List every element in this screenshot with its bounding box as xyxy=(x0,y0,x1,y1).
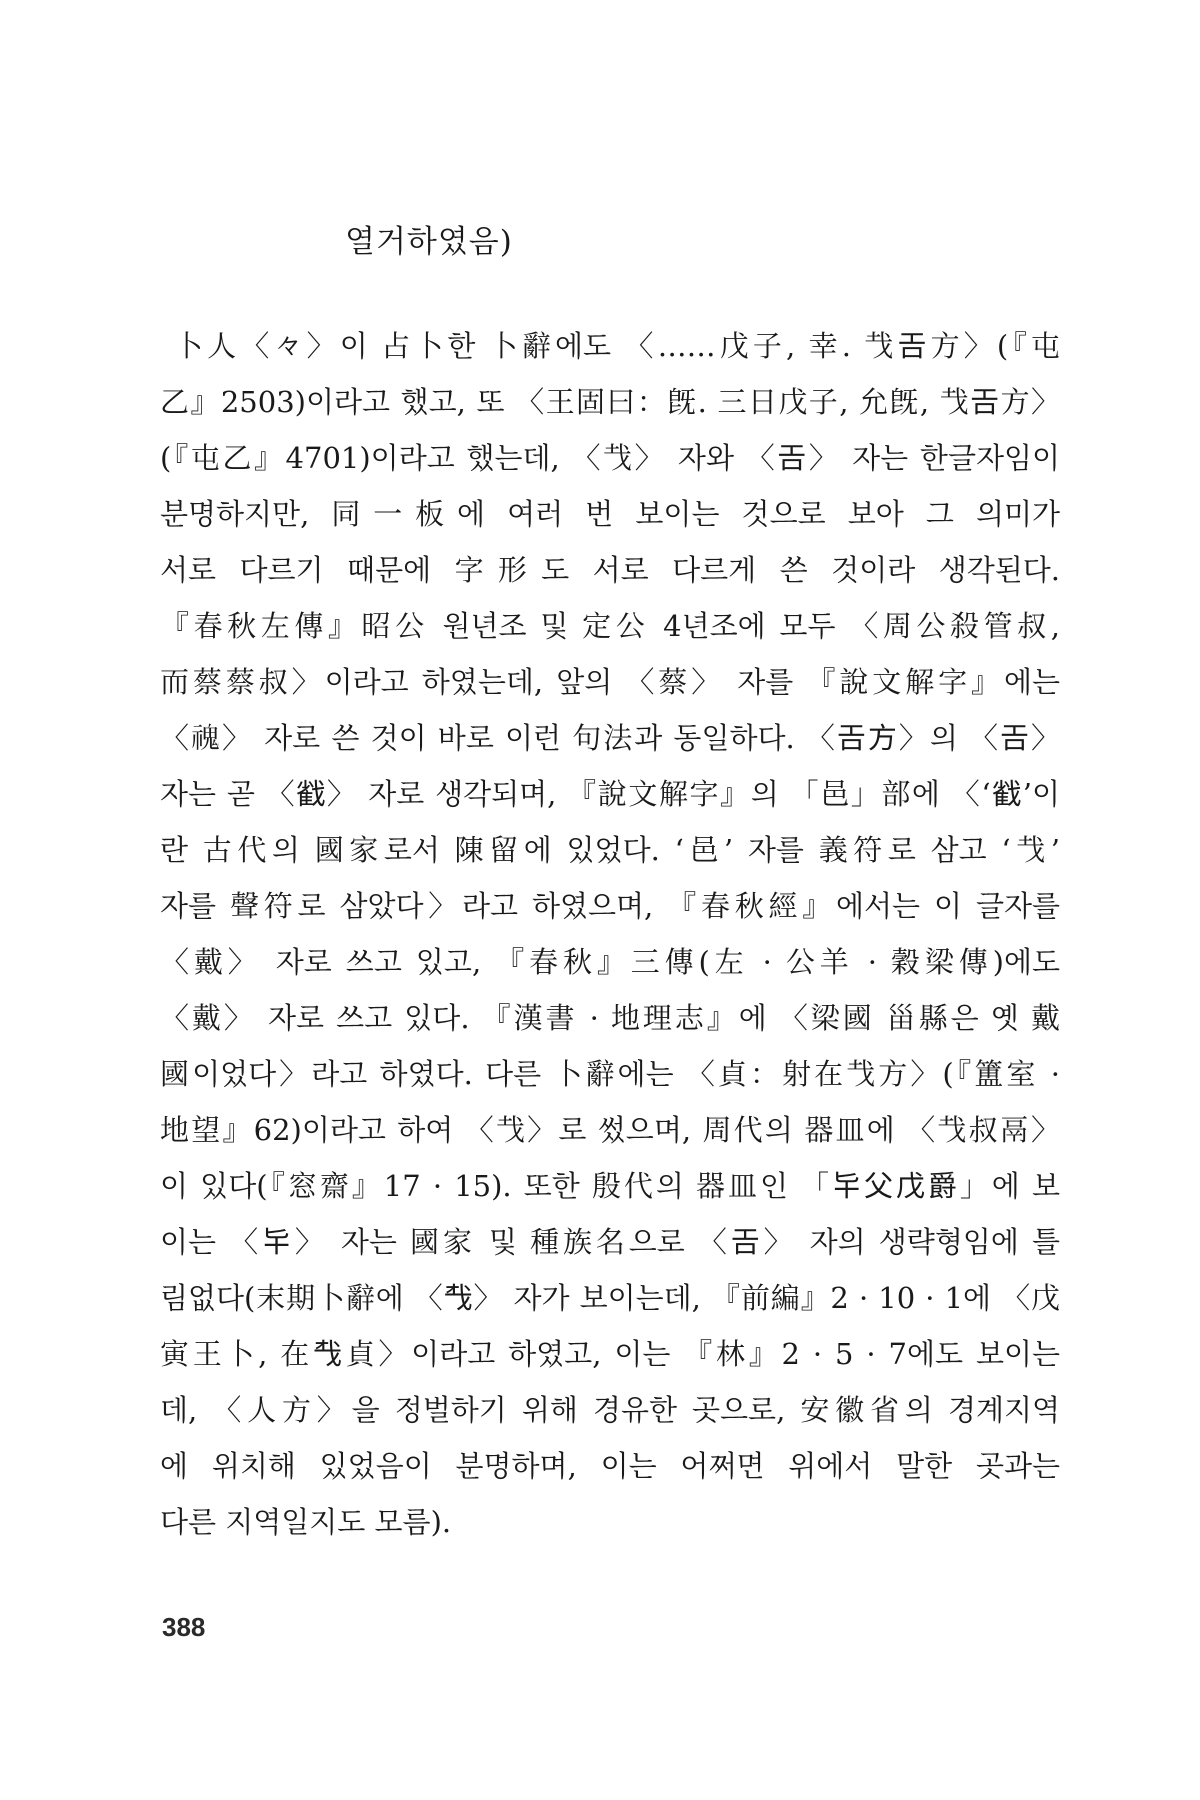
text-line: 림없다(末期卜辭에 〈𢦔〉 자가 보이는데, 『前編』2 · 10 · 1에 〈戊 xyxy=(160,1281,1060,1315)
text-line: 에 위치해 있었음이 분명하며, 이는 어쩌면 위에서 말한 곳과는 xyxy=(160,1449,1060,1483)
text-line: 이는 〈𠤏〉 자는 國家 및 種族名으로 〈𢀛〉 자의 생략형임에 틀 xyxy=(160,1225,1060,1259)
body-paragraph xyxy=(160,318,1060,1550)
text-line: 〈戴〉 자로 쓰고 있다. 『漢書 · 地理志』에 〈梁國 甾縣은 옛 戴 xyxy=(160,1001,1060,1035)
text-line: 자는 곧 〈𢧵〉 자로 생각되며, 『說文解字』의 「邑」部에 〈‘𢧵’이 xyxy=(160,777,1060,811)
text-line: 이 있다(『窓齋』17 · 15). 또한 殷代의 器皿인 「𠤏父戊爵」에 보 xyxy=(160,1169,1060,1203)
text-line: 분명하지만, 同一板에 여러 번 보이는 것으로 보아 그 의미가 xyxy=(160,497,1060,531)
page-number: 388 xyxy=(162,1612,206,1642)
text-line: 〈戴〉 자로 쓰고 있고, 『春秋』三傳(左 · 公羊 · 穀梁傳)에도 xyxy=(160,945,1060,979)
text-line: 자를 聲符로 삼았다〉라고 하였으며, 『春秋經』에서는 이 글자를 xyxy=(160,889,1060,923)
text-line: 『春秋左傳』昭公 원년조 및 定公 4년조에 모두 〈周公殺管叔, xyxy=(160,609,1060,643)
text-line: 서로 다르기 때문에 字形도 서로 다르게 쓴 것이라 생각된다. xyxy=(160,553,1060,587)
text-line: 國이었다〉라고 하였다. 다른 卜辭에는 〈貞：射在𢦏方〉(『簠室 · xyxy=(160,1057,1060,1091)
continued-note-line: 열거하였음) xyxy=(345,224,513,260)
text-line: 란 古代의 國家로서 陳留에 있었다. ‘邑’ 자를 義符로 삼고 ‘𢦏’ xyxy=(160,833,1060,867)
text-line: (『屯乙』4701)이라고 했는데, 〈𢦏〉 자와 〈𢀛〉 자는 한글자임이 xyxy=(160,441,1060,475)
text-line: 地望』62)이라고 하여 〈𢦏〉로 썼으며, 周代의 器皿에 〈𢦏叔鬲〉 xyxy=(160,1113,1060,1147)
text-line: 寅王卜, 在𢦔貞〉이라고 하였고, 이는 『林』2 · 5 · 7에도 보이는 xyxy=(160,1337,1060,1371)
text-line: 卜人〈𠚤〉이 占卜한 卜辭에도 〈……戊子, 幸. 𢦏𢀛方〉(『屯 xyxy=(174,329,1060,363)
text-line: 而蔡蔡叔〉이라고 하였는데, 앞의 〈蔡〉 자를 『說文解字』에는 xyxy=(160,665,1060,699)
text-line: 乙』2503)이라고 했고, 또 〈王固曰：旣. 三日戊子, 允旣, 𢦏𢀛方〉 xyxy=(160,385,1060,419)
text-line: 다른 지역일지도 모름). xyxy=(160,1505,452,1539)
text-line: 데, 〈人方〉을 정벌하기 위해 경유한 곳으로, 安徽省의 경계지역 xyxy=(160,1393,1060,1427)
text-line: 〈𩲡〉 자로 쓴 것이 바로 이런 句法과 동일하다. 〈𢀛方〉의 〈𢀛〉 xyxy=(160,721,1060,755)
